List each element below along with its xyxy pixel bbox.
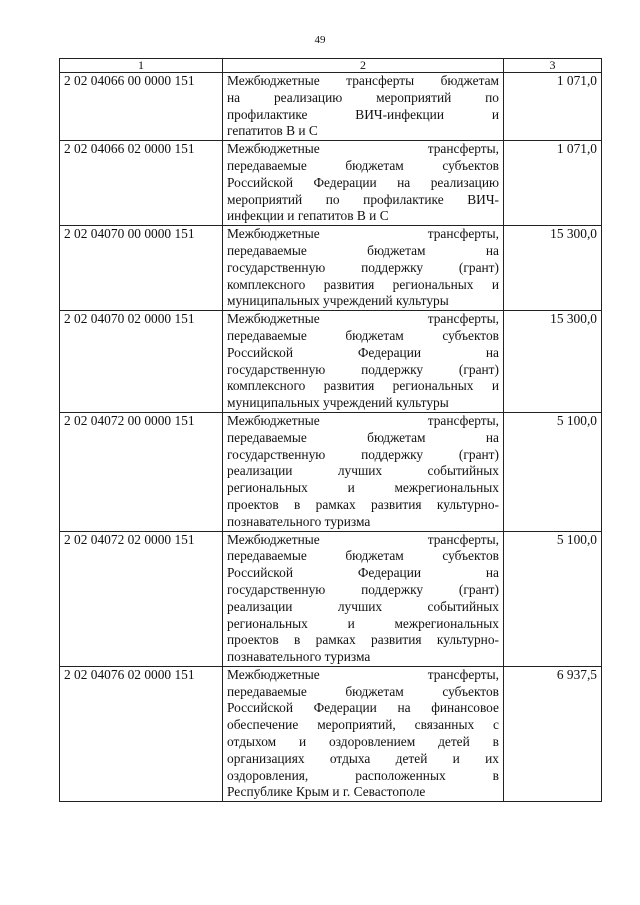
revenue-code-cell: 2 02 04072 00 0000 151	[60, 412, 223, 531]
description-line: муниципальных учреждений культуры	[227, 293, 449, 309]
description-line: комплексного развития региональных и	[227, 276, 499, 292]
table-header-row	[60, 59, 602, 73]
description-line: региональных и межрегиональных	[227, 615, 499, 631]
description-line: организациях отдыха детей и их	[227, 750, 499, 766]
revenue-code-cell: 2 02 04076 02 0000 151	[60, 666, 223, 801]
description-cell	[223, 666, 504, 801]
description-line: Межбюджетные трансферты,	[227, 531, 499, 547]
revenue-code-cell: 2 02 04072 02 0000 151	[60, 531, 223, 666]
description-line: оздоровления, расположенных в	[227, 767, 499, 783]
table-row	[60, 141, 602, 226]
description-line: Межбюджетные трансферты,	[227, 412, 499, 428]
description-line: региональных и межрегиональных	[227, 480, 499, 496]
amount-cell: 5 100,0	[504, 531, 602, 666]
revenue-code-cell: 2 02 04070 00 0000 151	[60, 226, 223, 311]
description-line: реализации лучших событийных	[227, 598, 499, 614]
table-row	[60, 531, 602, 666]
amount-cell: 15 300,0	[504, 311, 602, 413]
revenue-code-cell: 2 02 04066 02 0000 151	[60, 141, 223, 226]
table-row	[60, 226, 602, 311]
description-line: передаваемые бюджетам субъектов	[227, 157, 499, 173]
description-line: Республике Крым и г. Севастополе	[227, 784, 426, 800]
description-line: Межбюджетные трансферты,	[227, 141, 499, 157]
amount-cell: 1 071,0	[504, 141, 602, 226]
description-line: на реализацию мероприятий по	[227, 89, 499, 105]
revenue-code-cell: 2 02 04066 00 0000 151	[60, 73, 223, 141]
description-cell	[223, 412, 504, 531]
description-cell	[223, 311, 504, 413]
description-line: государственную поддержку (грант)	[227, 259, 499, 275]
description-line: Российской Федерации на	[227, 565, 499, 581]
description-line: Межбюджетные трансферты бюджетам	[227, 73, 499, 88]
description-line: государственную поддержку (грант)	[227, 581, 499, 597]
description-line: передаваемые бюджетам субъектов	[227, 683, 499, 699]
description-line: познавательного туризма	[227, 649, 371, 665]
description-line: передаваемые бюджетам субъектов	[227, 327, 499, 343]
description-line: передаваемые бюджетам субъектов	[227, 548, 499, 564]
description-cell	[223, 531, 504, 666]
description-line: комплексного развития региональных и	[227, 378, 499, 394]
table-body	[60, 73, 602, 802]
budget-table	[59, 58, 602, 802]
amount-cell: 6 937,5	[504, 666, 602, 801]
amount-cell: 1 071,0	[504, 73, 602, 141]
description-line: передаваемые бюджетам на	[227, 242, 499, 258]
description-line: мероприятий по профилактике ВИЧ-	[227, 191, 499, 207]
description-line: гепатитов B и C	[227, 123, 318, 139]
description-line: Российской Федерации на	[227, 344, 499, 360]
description-line: отдыхом и оздоровлением детей в	[227, 734, 499, 750]
column-header-code: 1	[60, 59, 223, 73]
description-line: Межбюджетные трансферты,	[227, 226, 499, 242]
description-line: муниципальных учреждений культуры	[227, 395, 449, 411]
description-line: проектов в рамках развития культурно-	[227, 496, 499, 512]
description-line: обеспечение мероприятий, связанных с	[227, 717, 499, 733]
table-row	[60, 73, 602, 141]
description-line: государственную поддержку (грант)	[227, 446, 499, 462]
description-line: Межбюджетные трансферты,	[227, 311, 499, 327]
revenue-code-cell: 2 02 04070 02 0000 151	[60, 311, 223, 413]
description-line: реализации лучших событийных	[227, 463, 499, 479]
column-header-amount: 3	[504, 59, 602, 73]
description-line: познавательного туризма	[227, 513, 371, 529]
table-row	[60, 666, 602, 801]
amount-cell: 5 100,0	[504, 412, 602, 531]
amount-cell: 15 300,0	[504, 226, 602, 311]
description-line: профилактике ВИЧ-инфекции и	[227, 106, 499, 122]
description-cell	[223, 73, 504, 141]
description-line: инфекции и гепатитов B и C	[227, 208, 389, 224]
page-number: 49	[314, 34, 326, 46]
description-line: Российской Федерации на реализацию	[227, 174, 499, 190]
description-cell	[223, 226, 504, 311]
description-line: государственную поддержку (грант)	[227, 361, 499, 377]
table-row	[60, 412, 602, 531]
column-header-description: 2	[223, 59, 504, 73]
description-line: Российской Федерации на финансовое	[227, 700, 499, 716]
description-line: проектов в рамках развития культурно-	[227, 632, 499, 648]
description-line: Межбюджетные трансферты,	[227, 666, 499, 682]
description-line: передаваемые бюджетам на	[227, 429, 499, 445]
description-cell	[223, 141, 504, 226]
table-row	[60, 311, 602, 413]
